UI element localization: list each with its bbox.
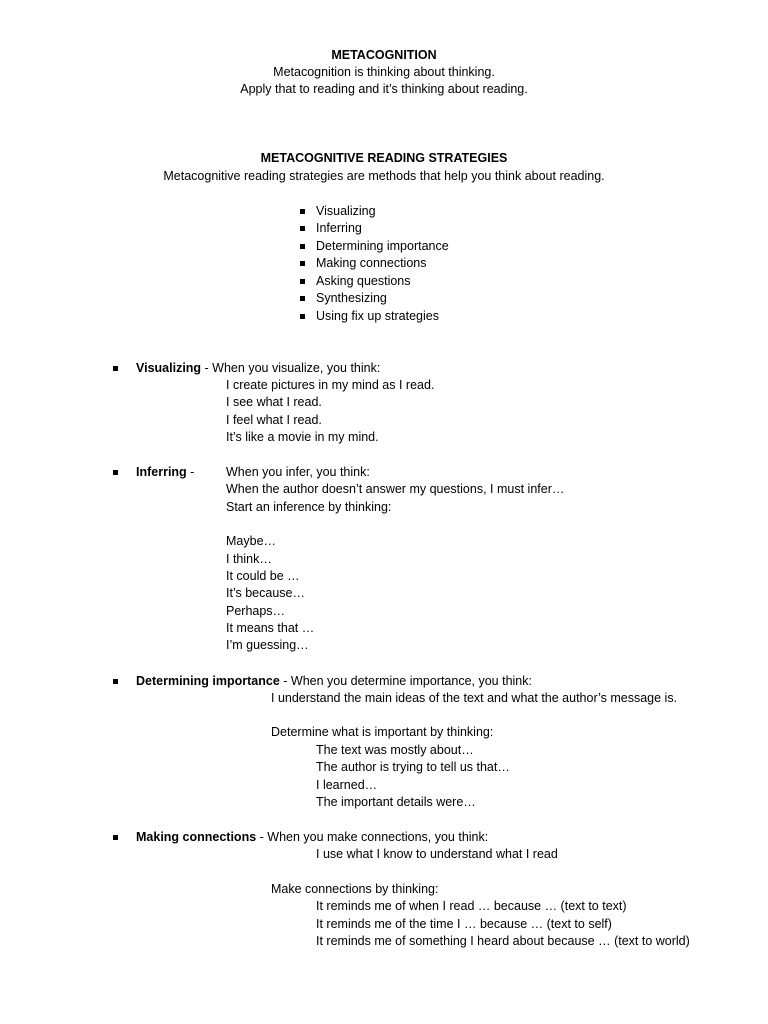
importance-prompt: The important details were… (316, 795, 476, 809)
list-item: Visualizing (316, 204, 376, 218)
visualizing-line: I create pictures in my mind as I read. (226, 378, 435, 392)
connection-prompt: It reminds me of when I read … because … (text to text) (316, 899, 627, 913)
connections-line: I use what I know to understand what I read (316, 847, 558, 861)
bullet-marker (300, 226, 305, 231)
section-title: METACOGNITIVE READING STRATEGIES (260, 151, 508, 165)
inference-prompt: It’s because… (226, 586, 305, 600)
definition-line: Metacognition is thinking about thinking. (273, 65, 495, 79)
determining-lead: - When you determine importance, you think: (279, 674, 532, 688)
bullet-marker (113, 835, 118, 840)
importance-prompt: The author is trying to tell us that… (316, 760, 510, 774)
list-item: Inferring (316, 221, 362, 235)
visualizing-line: I see what I read. (226, 395, 322, 409)
inference-prompt: It could be … (226, 569, 300, 583)
inferring-dash: - (186, 465, 195, 479)
importance-prompt: I learned… (316, 778, 378, 792)
visualizing-lead: - When you visualize, you think: (201, 361, 381, 375)
bullet-marker (113, 470, 118, 475)
bullet-marker (300, 279, 305, 284)
inference-prompt: I think… (226, 552, 272, 566)
list-item: Using fix up strategies (316, 309, 439, 323)
term-visualizing: Visualizing (136, 361, 202, 375)
bullet-marker (113, 679, 118, 684)
section-intro: Metacognitive reading strategies are methods that help you think about reading. (163, 169, 605, 183)
visualizing-heading (136, 360, 380, 377)
bullet-marker (300, 209, 305, 214)
bullet-marker (300, 296, 305, 301)
connections-heading (136, 829, 488, 846)
application-line: Apply that to reading and it’s thinking about reading. (240, 82, 528, 96)
determining-line: I understand the main ideas of the text and what the author’s message is. (271, 691, 678, 705)
inferring-line: When the author doesn’t answer my questions, I must infer… (226, 482, 565, 496)
importance-prompt: The text was mostly about… (316, 743, 474, 757)
connection-prompt: It reminds me of the time I … because … (text to self) (316, 917, 612, 931)
doc-title: METACOGNITION (331, 48, 437, 62)
visualizing-line: I feel what I read. (226, 413, 322, 427)
term-determining: Determining importance (136, 674, 280, 688)
connections-line: Make connections by thinking: (271, 882, 439, 896)
determining-heading (136, 673, 532, 690)
list-item: Making connections (316, 256, 427, 270)
bullet-marker (300, 261, 305, 266)
visualizing-line: It’s like a movie in my mind. (226, 430, 379, 444)
bullet-marker (113, 366, 118, 371)
connections-lead: - When you make connections, you think: (256, 830, 489, 844)
inference-prompt: Perhaps… (226, 604, 286, 618)
list-item: Asking questions (316, 274, 411, 288)
inference-prompt: It means that … (226, 621, 315, 635)
term-inferring: Inferring (136, 465, 187, 479)
inferring-line: Start an inference by thinking: (226, 500, 392, 514)
inferring-lead: When you infer, you think: (226, 465, 370, 479)
determining-line: Determine what is important by thinking: (271, 725, 494, 739)
bullet-marker (300, 244, 305, 249)
inference-prompt: Maybe… (226, 534, 277, 548)
bullet-marker (300, 314, 305, 319)
inferring-term-line (136, 464, 194, 481)
connection-prompt: It reminds me of something I heard about because … (text to world) (316, 934, 690, 948)
inference-prompt: I’m guessing… (226, 638, 309, 652)
list-item: Synthesizing (316, 291, 387, 305)
list-item: Determining importance (316, 239, 449, 253)
term-connections: Making connections (136, 830, 257, 844)
